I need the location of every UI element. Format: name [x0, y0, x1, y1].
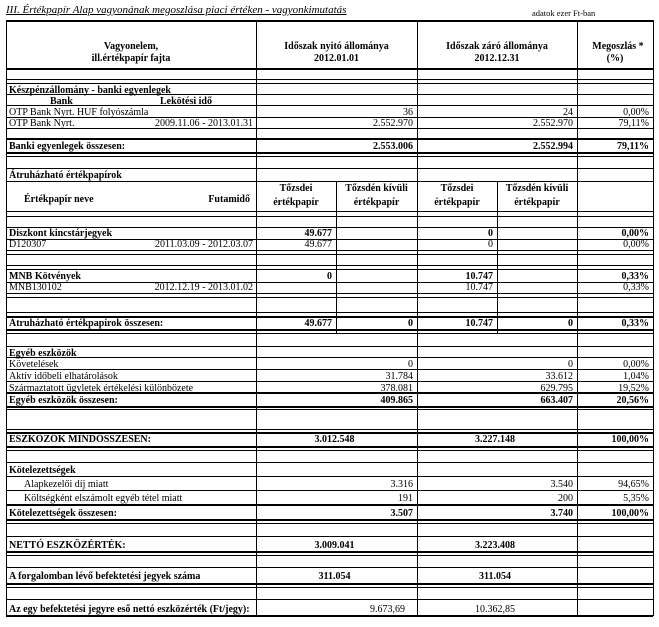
- cash-row-open: 2.552.970: [373, 118, 413, 129]
- cash-term-label: Lekötési idő: [160, 96, 212, 107]
- cash-row-pct: 0,00%: [623, 107, 649, 118]
- rule: [6, 462, 653, 463]
- units-count-label: A forgalomban lévő befektetési jegyek száma: [9, 571, 201, 582]
- rule: [577, 20, 578, 616]
- rule: [6, 282, 653, 283]
- liab-total-close: 3.740: [550, 508, 573, 519]
- header-closing-date: 2012.12.31: [474, 53, 520, 64]
- report-title: III. Értékpapír Alap vagyonának megoszlása piaci értéken - vagyonkimutatás: [6, 4, 347, 16]
- liab-total-pct: 100,00%: [611, 508, 649, 519]
- other-row-open: 0: [408, 359, 413, 370]
- sec-group-open-ex: 49.677: [304, 228, 332, 239]
- rule: [6, 476, 653, 477]
- cash-total-pct: 79,11%: [617, 141, 649, 152]
- rule: [6, 329, 653, 331]
- cash-row-name: OTP Bank Nyrt.: [9, 118, 75, 129]
- rule: [6, 265, 653, 266]
- rule: [6, 450, 653, 451]
- rule: [6, 20, 653, 22]
- rule: [6, 94, 653, 95]
- other-total-label: Egyéb eszközök összesen:: [9, 395, 118, 406]
- rule: [417, 20, 418, 616]
- sec-group-name: Diszkont kincstárjegyek: [9, 228, 113, 239]
- units-count-open: 311.054: [318, 571, 351, 582]
- sec-item-name: D120307: [9, 239, 47, 250]
- sec-name-label: Értékpapír neve: [24, 194, 94, 205]
- sec-item-term: 2012.12.19 - 2013.01.02: [154, 282, 253, 293]
- liab-row-pct: 5,35%: [623, 493, 649, 504]
- rule: [6, 333, 653, 334]
- rule: [6, 551, 653, 553]
- rule: [6, 239, 653, 240]
- rule: [6, 555, 653, 556]
- rule: [6, 293, 653, 294]
- nav-per-unit-label: Az egy befektetési jegyre eső nettó eszközérték (Ft/jegy):: [9, 604, 250, 615]
- header-opening-date: 2012.01.01: [314, 53, 359, 64]
- other-row-close: 33.612: [545, 371, 573, 382]
- sec-close-otc-h1: Tőzsdén kívüli: [505, 183, 569, 194]
- rule: [6, 83, 653, 84]
- other-row-pct: 19,52%: [618, 383, 649, 394]
- sec-close-otc-h2: értékpapír: [514, 197, 560, 208]
- rule: [6, 156, 653, 157]
- other-row-close: 0: [568, 359, 573, 370]
- rule: [6, 504, 653, 506]
- rule: [6, 128, 653, 129]
- rule: [6, 490, 653, 491]
- rule: [6, 297, 653, 298]
- cash-row-open: 36: [403, 107, 413, 118]
- rule: [6, 250, 653, 251]
- rule: [6, 269, 653, 270]
- cash-row-term: 2009.11.06 - 2013.01.31: [155, 118, 253, 129]
- rule: [6, 599, 653, 600]
- rule: [6, 369, 653, 370]
- nav-per-unit-open: 9.673,69: [370, 604, 405, 615]
- sec-group-pct: 0,33%: [621, 271, 649, 282]
- other-total-close: 663.407: [540, 395, 573, 406]
- sec-open-otc-h1: Tőzsdén kívüli: [345, 183, 408, 194]
- liab-row-close: 200: [558, 493, 573, 504]
- liab-row-name: Alapkezelői díj miatt: [24, 479, 109, 490]
- sec-total-open-ex: 49.677: [304, 318, 332, 329]
- liab-row-open: 191: [398, 493, 413, 504]
- rule: [6, 392, 653, 394]
- liab-row-open: 3.316: [390, 479, 413, 490]
- sec-group-close-ex: 10.747: [465, 271, 493, 282]
- net-asset-label: NETTÓ ESZKÖZÉRTÉK:: [9, 540, 126, 551]
- rule: [6, 211, 653, 212]
- cash-total-label: Banki egyenlegek összesen:: [9, 141, 126, 152]
- cash-row-pct: 79,11%: [618, 118, 649, 129]
- assets-total-close: 3.227.148: [475, 434, 515, 445]
- sec-group-pct: 0,00%: [621, 228, 649, 239]
- other-row-open: 31.784: [385, 371, 413, 382]
- liab-row-close: 3.540: [550, 479, 573, 490]
- header-opening: Időszak nyitó állománya: [284, 41, 389, 52]
- header-asset-type-sub: ill.értékpapír fajta: [91, 53, 171, 64]
- rule: [6, 346, 653, 347]
- sec-total-close-ex: 10.747: [465, 318, 493, 329]
- rule: [6, 227, 653, 228]
- rule: [6, 20, 7, 616]
- rule: [6, 216, 653, 217]
- cash-total-close: 2.552.994: [533, 141, 573, 152]
- rule: [336, 181, 337, 333]
- rule: [6, 254, 653, 255]
- sec-close-exchange-h1: Tőzsdei: [440, 183, 474, 194]
- assets-total-label: ESZKÖZÖK MINDÖSSZESEN:: [9, 434, 151, 445]
- sec-item-pct: 0,00%: [623, 239, 649, 250]
- rule: [6, 117, 653, 118]
- header-closing: Időszak záró állománya: [446, 41, 548, 52]
- section-securities: Átruházható értékpapírok: [9, 170, 122, 181]
- liab-row-pct: 94,65%: [618, 479, 649, 490]
- sec-item-open-ex: 49.677: [304, 239, 332, 250]
- net-asset-close: 3.223.408: [475, 540, 515, 551]
- rule: [6, 587, 653, 588]
- sec-total-open-otc: 0: [408, 318, 413, 329]
- sec-item-term: 2011.03.09 - 2012.03.07: [155, 239, 253, 250]
- rule: [653, 20, 654, 616]
- rule: [6, 536, 653, 537]
- rule: [497, 181, 498, 333]
- other-row-name: Követelések: [9, 359, 59, 370]
- cash-row-close: 2.552.970: [533, 118, 573, 129]
- sec-item-close-ex: 0: [488, 239, 493, 250]
- sec-group-open-ex: 0: [327, 271, 332, 282]
- rule: [6, 567, 653, 568]
- other-row-name: Aktív időbeli elhatárolások: [9, 371, 118, 382]
- nav-per-unit-close: 10.362,85: [475, 604, 515, 615]
- rule: [6, 68, 653, 70]
- sec-open-exchange-h2: értékpapír: [273, 197, 319, 208]
- rule: [6, 79, 653, 80]
- cash-total-open: 2.553.006: [373, 141, 413, 152]
- sec-total-pct: 0,33%: [621, 318, 649, 329]
- rule: [6, 312, 653, 313]
- other-row-name: Származtatott ügyletek értékelési különbözete: [9, 383, 194, 394]
- rule: [6, 583, 653, 585]
- other-row-pct: 0,00%: [623, 359, 649, 370]
- section-cash: Készpénzállomány - banki egyenlegek: [9, 85, 171, 96]
- sec-item-name: MNB130102: [9, 282, 62, 293]
- section-liabilities: Kötelezettségek: [9, 465, 76, 476]
- other-row-close: 629.795: [540, 383, 573, 394]
- rule: [256, 20, 257, 616]
- sec-maturity-label: Futamidő: [208, 194, 250, 205]
- rule: [6, 181, 653, 182]
- sec-open-exchange-h1: Tőzsdei: [279, 183, 313, 194]
- sec-group-close-ex: 0: [488, 228, 493, 239]
- rule: [6, 105, 653, 106]
- rule: [6, 168, 653, 169]
- other-row-pct: 1,04%: [623, 371, 649, 382]
- header-asset-type: Vagyonelem,: [103, 41, 159, 52]
- other-row-open: 378.081: [380, 383, 413, 394]
- rule: [6, 152, 653, 154]
- rule: [6, 316, 653, 318]
- sec-total-close-otc: 0: [568, 318, 573, 329]
- sec-item-close-ex: 10.747: [465, 282, 493, 293]
- header-share: Megoszlás *: [592, 41, 644, 52]
- other-total-open: 409.865: [380, 395, 413, 406]
- liab-total-label: Kötelezettségek összesen:: [9, 508, 118, 519]
- units-note: adatok ezer Ft-ban: [532, 8, 596, 18]
- units-count-close: 311.054: [479, 571, 511, 582]
- rule: [6, 523, 653, 524]
- sec-open-otc-h2: értékpapír: [353, 197, 400, 208]
- cash-row-close: 24: [563, 107, 573, 118]
- rule: [6, 138, 653, 140]
- rule: [6, 519, 653, 521]
- net-asset-open: 3.009.041: [314, 540, 355, 551]
- liab-total-open: 3.507: [390, 508, 413, 519]
- section-other: Egyéb eszközök: [9, 348, 77, 359]
- rule: [6, 406, 653, 408]
- liab-row-name: Költségként elszámolt egyéb tétel miatt: [24, 493, 183, 504]
- cash-row-name: OTP Bank Nyrt. HUF folyószámla: [9, 107, 149, 118]
- sec-group-name: MNB Kötvények: [9, 271, 81, 282]
- rule: [6, 409, 653, 410]
- sec-close-exchange-h2: értékpapír: [434, 197, 480, 208]
- rule: [6, 615, 653, 617]
- other-total-pct: 20,56%: [616, 395, 649, 406]
- rule: [6, 432, 653, 434]
- assets-total-open: 3.012.548: [314, 434, 355, 445]
- sec-item-pct: 0,33%: [623, 282, 649, 293]
- rule: [6, 381, 653, 382]
- assets-total-pct: 100,00%: [611, 434, 649, 445]
- header-share-unit: (%): [606, 53, 624, 64]
- rule: [6, 429, 653, 430]
- sec-total-label: Átruházható értékpapírok összesen:: [9, 318, 164, 329]
- rule: [6, 357, 653, 358]
- cash-bank-label: Bank: [50, 96, 73, 107]
- rule: [6, 446, 653, 448]
